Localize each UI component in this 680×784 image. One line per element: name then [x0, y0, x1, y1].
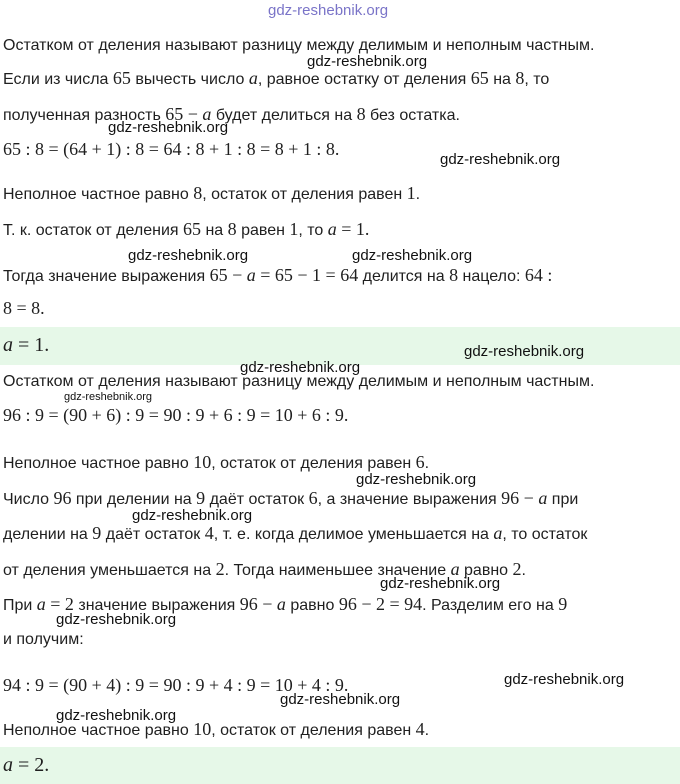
paragraph-line: от деления уменьшается на 2. Тогда наименьшее значение a равно 2.	[3, 559, 526, 579]
paragraph-line: Неполное частное равно 10, остаток от деления равен 6.	[3, 452, 430, 472]
paragraph-line: Число 96 при делении на 9 даёт остаток 6, а значение выражения 96 − a при	[3, 488, 579, 508]
paragraph-line: Тогда значение выражения 65 − a = 65 − 1 = 64 делится на 8 нацело: 64 :	[3, 265, 553, 285]
equation-line: 65 : 8 = (64 + 1) : 8 = 64 : 8 + 1 : 8 = 8 + 1 : 8.	[3, 139, 340, 159]
watermark: gdz-reshebnik.org	[132, 507, 253, 524]
paragraph-line: При a = 2 значение выражения 96 − a равно 96 − 2 = 94. Разделим его на 9	[3, 594, 568, 614]
watermark: gdz-reshebnik.org	[307, 53, 428, 70]
answer-box-2	[0, 747, 680, 784]
watermark: gdz-reshebnik.org	[352, 247, 473, 264]
watermark: gdz-reshebnik.org	[108, 119, 229, 136]
watermark: gdz-reshebnik.org	[64, 391, 153, 403]
definition-text-1: Остатком от деления называют разницу между делимым и неполным частным.	[3, 37, 595, 54]
paragraph-line: Неполное частное равно 8, остаток от деления равен 1.	[3, 183, 421, 203]
watermark: gdz-reshebnik.org	[464, 343, 585, 360]
paragraph-line: Т. к. остаток от деления 65 на 8 равен 1, то a = 1.	[3, 219, 370, 239]
watermark-top: gdz-reshebnik.org	[268, 2, 389, 19]
paragraph-line: и получим:	[3, 631, 84, 648]
paragraph-line: делении на 9 даёт остаток 4, т. е. когда делимое уменьшается на a, то остаток	[3, 523, 588, 543]
watermark: gdz-reshebnik.org	[240, 359, 361, 376]
equation-line: 94 : 9 = (90 + 4) : 9 = 90 : 9 + 4 : 9 = 10 + 4 : 9.	[3, 675, 349, 695]
watermark: gdz-reshebnik.org	[56, 707, 177, 724]
watermark: gdz-reshebnik.org	[356, 471, 477, 488]
paragraph-line: полученная разность 65 − a будет делиться на 8 без остатка.	[3, 104, 460, 124]
paragraph-line: Если из числа 65 вычесть число a, равное остатку от деления 65 на 8, то	[3, 68, 550, 88]
watermark: gdz-reshebnik.org	[128, 247, 249, 264]
definition-text-2: Остатком от деления называют разницу между делимым и неполным частным.	[3, 373, 595, 390]
equation-line: 96 : 9 = (90 + 6) : 9 = 90 : 9 + 6 : 9 = 10 + 6 : 9.	[3, 405, 349, 425]
paragraph-line: Неполное частное равно 10, остаток от деления равен 4.	[3, 719, 430, 739]
watermark: gdz-reshebnik.org	[504, 671, 625, 688]
equation-line: 8 = 8.	[3, 298, 45, 318]
answer-text: a = 2.	[3, 754, 50, 776]
watermark: gdz-reshebnik.org	[440, 151, 561, 168]
answer-text: a = 1.	[3, 334, 50, 356]
watermark: gdz-reshebnik.org	[280, 691, 401, 708]
watermark: gdz-reshebnik.org	[56, 611, 177, 628]
watermark: gdz-reshebnik.org	[380, 575, 501, 592]
